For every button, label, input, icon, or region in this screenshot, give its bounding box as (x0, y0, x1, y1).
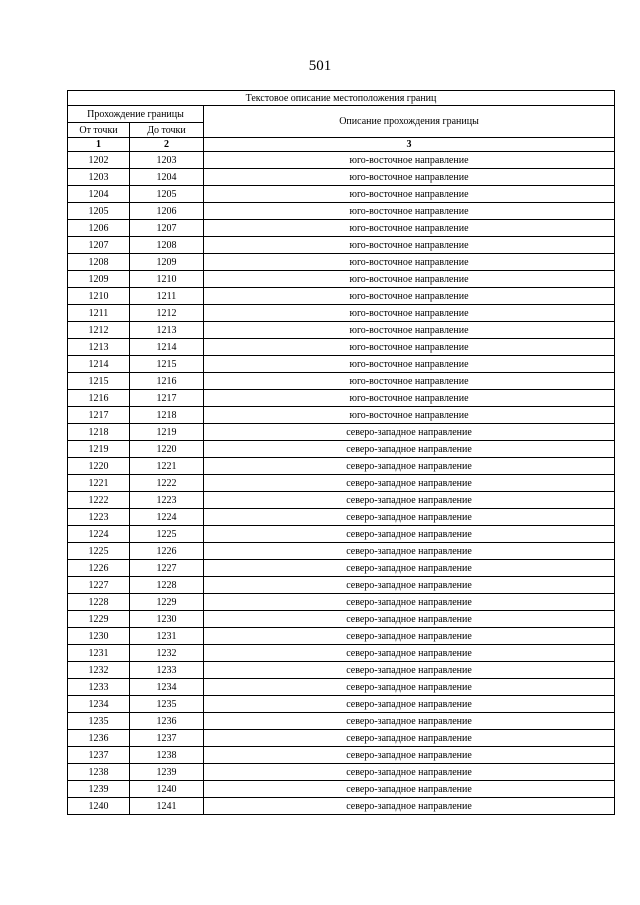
description-cell: северо-западное направление (204, 679, 615, 696)
table-row (68, 781, 615, 798)
table-row (68, 475, 615, 492)
table-row (68, 645, 615, 662)
from-point-cell: 1222 (68, 492, 130, 509)
to-point-cell: 1219 (130, 424, 204, 441)
table-body (68, 152, 615, 815)
to-point-cell: 1204 (130, 169, 204, 186)
table-row (68, 152, 615, 169)
to-point-cell: 1240 (130, 781, 204, 798)
from-point-cell: 1206 (68, 220, 130, 237)
from-point-cell: 1204 (68, 186, 130, 203)
description-cell: северо-западное направление (204, 628, 615, 645)
table-row (68, 203, 615, 220)
to-point-cell: 1214 (130, 339, 204, 356)
to-point-cell: 1212 (130, 305, 204, 322)
from-point-cell: 1210 (68, 288, 130, 305)
column-number-2: 2 (130, 138, 204, 152)
description-cell: северо-западное направление (204, 577, 615, 594)
description-cell: северо-западное направление (204, 424, 615, 441)
description-cell: северо-западное направление (204, 730, 615, 747)
from-point-cell: 1211 (68, 305, 130, 322)
from-point-cell: 1231 (68, 645, 130, 662)
from-point-cell: 1217 (68, 407, 130, 424)
table-row (68, 509, 615, 526)
description-cell: северо-западное направление (204, 696, 615, 713)
description-cell: северо-западное направление (204, 543, 615, 560)
table-row (68, 560, 615, 577)
table-row (68, 764, 615, 781)
description-cell: юго-восточное направление (204, 186, 615, 203)
from-point-cell: 1236 (68, 730, 130, 747)
to-point-cell: 1234 (130, 679, 204, 696)
description-cell: северо-западное направление (204, 764, 615, 781)
to-point-cell: 1232 (130, 645, 204, 662)
from-point-cell: 1202 (68, 152, 130, 169)
column-header-from: От точки (68, 123, 130, 138)
from-point-cell: 1214 (68, 356, 130, 373)
description-cell: юго-восточное направление (204, 237, 615, 254)
from-point-cell: 1234 (68, 696, 130, 713)
to-point-cell: 1235 (130, 696, 204, 713)
description-cell: северо-западное направление (204, 594, 615, 611)
description-cell: юго-восточное направление (204, 407, 615, 424)
from-point-cell: 1239 (68, 781, 130, 798)
to-point-cell: 1225 (130, 526, 204, 543)
description-cell: северо-западное направление (204, 662, 615, 679)
description-cell: юго-восточное направление (204, 390, 615, 407)
from-point-cell: 1224 (68, 526, 130, 543)
table-row (68, 254, 615, 271)
to-point-cell: 1228 (130, 577, 204, 594)
description-cell: юго-восточное направление (204, 203, 615, 220)
to-point-cell: 1207 (130, 220, 204, 237)
description-cell: юго-восточное направление (204, 169, 615, 186)
from-point-cell: 1233 (68, 679, 130, 696)
description-cell: юго-восточное направление (204, 271, 615, 288)
from-point-cell: 1216 (68, 390, 130, 407)
description-cell: северо-западное направление (204, 747, 615, 764)
table-row (68, 730, 615, 747)
to-point-cell: 1231 (130, 628, 204, 645)
to-point-cell: 1217 (130, 390, 204, 407)
from-point-cell: 1225 (68, 543, 130, 560)
table-row (68, 407, 615, 424)
to-point-cell: 1205 (130, 186, 204, 203)
description-cell: северо-западное направление (204, 645, 615, 662)
to-point-cell: 1210 (130, 271, 204, 288)
table-row (68, 390, 615, 407)
to-point-cell: 1216 (130, 373, 204, 390)
to-point-cell: 1220 (130, 441, 204, 458)
table-title: Текстовое описание местоположения границ (68, 91, 615, 106)
to-point-cell: 1230 (130, 611, 204, 628)
to-point-cell: 1233 (130, 662, 204, 679)
from-point-cell: 1203 (68, 169, 130, 186)
to-point-cell: 1211 (130, 288, 204, 305)
to-point-cell: 1236 (130, 713, 204, 730)
to-point-cell: 1213 (130, 322, 204, 339)
description-cell: северо-западное направление (204, 560, 615, 577)
from-point-cell: 1228 (68, 594, 130, 611)
description-cell: юго-восточное направление (204, 322, 615, 339)
to-point-cell: 1237 (130, 730, 204, 747)
description-cell: юго-восточное направление (204, 288, 615, 305)
description-cell: северо-западное направление (204, 611, 615, 628)
table-row (68, 339, 615, 356)
table-row (68, 424, 615, 441)
from-point-cell: 1221 (68, 475, 130, 492)
table-row (68, 526, 615, 543)
from-point-cell: 1212 (68, 322, 130, 339)
table-row (68, 271, 615, 288)
from-point-cell: 1215 (68, 373, 130, 390)
description-cell: юго-восточное направление (204, 152, 615, 169)
description-cell: северо-западное направление (204, 526, 615, 543)
description-cell: северо-западное направление (204, 798, 615, 815)
from-point-cell: 1240 (68, 798, 130, 815)
description-cell: северо-западное направление (204, 441, 615, 458)
to-point-cell: 1222 (130, 475, 204, 492)
description-cell: юго-восточное направление (204, 254, 615, 271)
table-row (68, 458, 615, 475)
from-point-cell: 1232 (68, 662, 130, 679)
to-point-cell: 1223 (130, 492, 204, 509)
description-cell: северо-западное направление (204, 713, 615, 730)
description-cell: северо-западное направление (204, 475, 615, 492)
group-header: Прохождение границы (68, 106, 204, 123)
from-point-cell: 1227 (68, 577, 130, 594)
table-row (68, 679, 615, 696)
from-point-cell: 1205 (68, 203, 130, 220)
column-header-to: До точки (130, 123, 204, 138)
table-row (68, 543, 615, 560)
table-row (68, 441, 615, 458)
table-row (68, 662, 615, 679)
description-cell: юго-восточное направление (204, 220, 615, 237)
table-row (68, 356, 615, 373)
from-point-cell: 1219 (68, 441, 130, 458)
table-row (68, 220, 615, 237)
from-point-cell: 1220 (68, 458, 130, 475)
to-point-cell: 1203 (130, 152, 204, 169)
table-row (68, 798, 615, 815)
from-point-cell: 1207 (68, 237, 130, 254)
description-cell: северо-западное направление (204, 492, 615, 509)
table-row (68, 696, 615, 713)
table-row (68, 628, 615, 645)
table-row (68, 322, 615, 339)
description-cell: юго-восточное направление (204, 373, 615, 390)
column-number-3: 3 (204, 138, 615, 152)
to-point-cell: 1224 (130, 509, 204, 526)
to-point-cell: 1226 (130, 543, 204, 560)
to-point-cell: 1241 (130, 798, 204, 815)
description-cell: северо-западное направление (204, 781, 615, 798)
from-point-cell: 1213 (68, 339, 130, 356)
to-point-cell: 1221 (130, 458, 204, 475)
table-row (68, 169, 615, 186)
to-point-cell: 1208 (130, 237, 204, 254)
from-point-cell: 1229 (68, 611, 130, 628)
to-point-cell: 1206 (130, 203, 204, 220)
description-cell: юго-восточное направление (204, 305, 615, 322)
description-cell: северо-западное направление (204, 458, 615, 475)
from-point-cell: 1209 (68, 271, 130, 288)
table-row (68, 305, 615, 322)
table-row (68, 577, 615, 594)
column-header-description: Описание прохождения границы (204, 106, 615, 138)
table-row (68, 373, 615, 390)
to-point-cell: 1227 (130, 560, 204, 577)
from-point-cell: 1226 (68, 560, 130, 577)
table-row (68, 288, 615, 305)
column-number-1: 1 (68, 138, 130, 152)
from-point-cell: 1230 (68, 628, 130, 645)
table-row (68, 237, 615, 254)
description-cell: юго-восточное направление (204, 339, 615, 356)
from-point-cell: 1223 (68, 509, 130, 526)
table-row (68, 186, 615, 203)
page-number: 501 (308, 58, 332, 74)
to-point-cell: 1218 (130, 407, 204, 424)
table-row (68, 492, 615, 509)
to-point-cell: 1238 (130, 747, 204, 764)
table-row (68, 594, 615, 611)
to-point-cell: 1229 (130, 594, 204, 611)
to-point-cell: 1209 (130, 254, 204, 271)
description-cell: северо-западное направление (204, 509, 615, 526)
from-point-cell: 1238 (68, 764, 130, 781)
from-point-cell: 1208 (68, 254, 130, 271)
to-point-cell: 1215 (130, 356, 204, 373)
from-point-cell: 1218 (68, 424, 130, 441)
description-cell: юго-восточное направление (204, 356, 615, 373)
to-point-cell: 1239 (130, 764, 204, 781)
table-row (68, 611, 615, 628)
table-row (68, 713, 615, 730)
table-row (68, 747, 615, 764)
from-point-cell: 1237 (68, 747, 130, 764)
from-point-cell: 1235 (68, 713, 130, 730)
boundary-table (67, 90, 615, 815)
